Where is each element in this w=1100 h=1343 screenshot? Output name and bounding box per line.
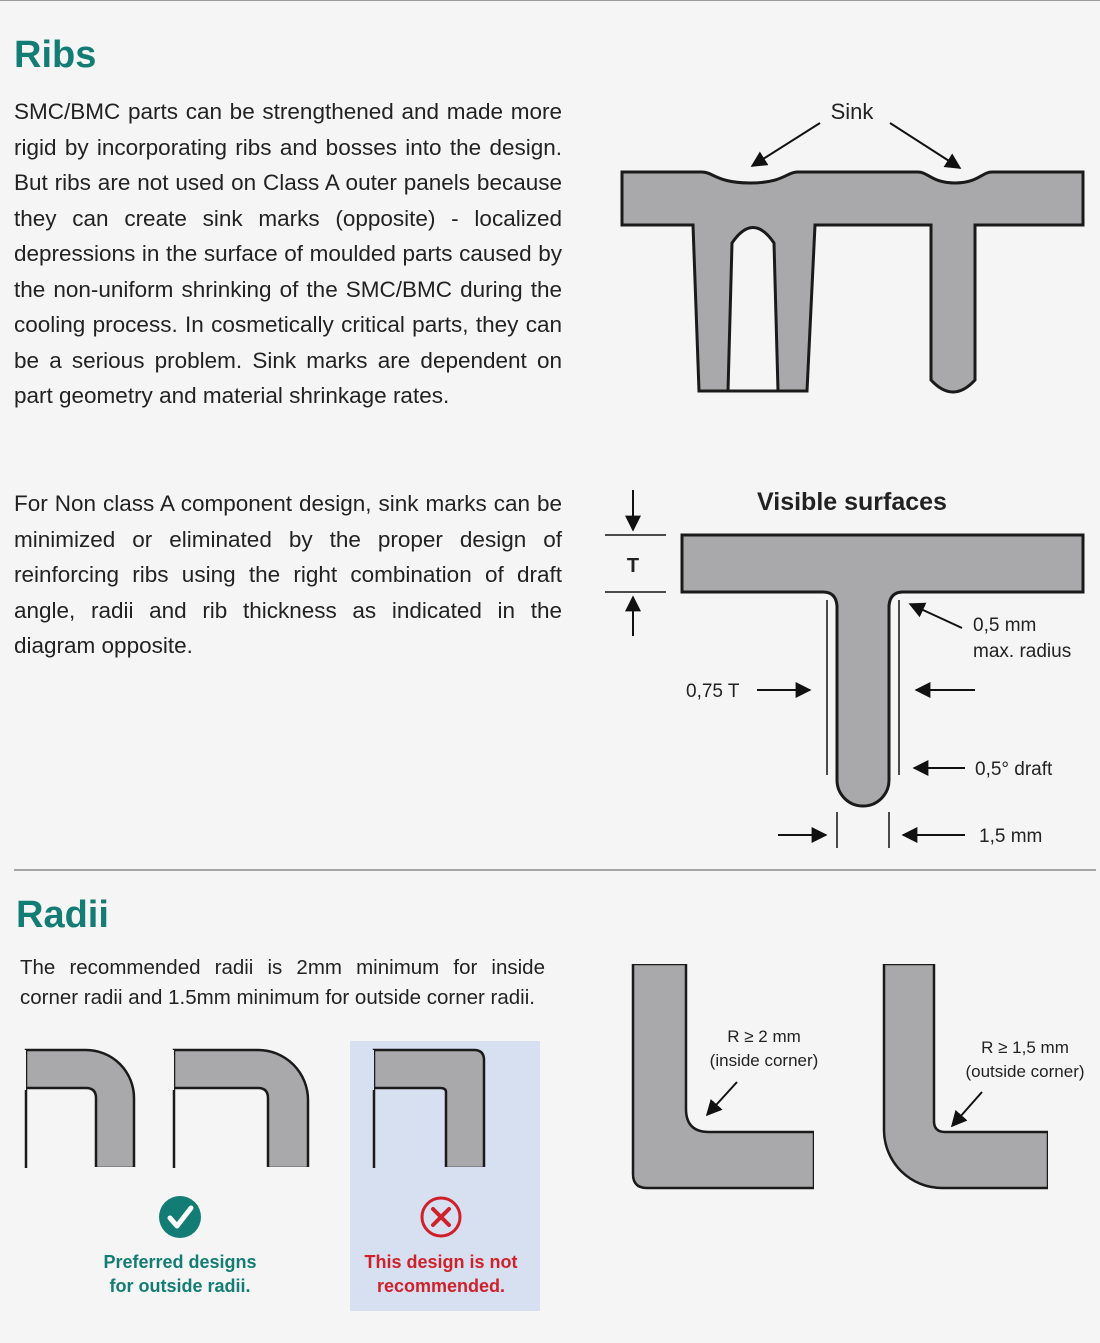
edge-mask-2	[166, 1050, 174, 1090]
rib-diagram-title: Visible surfaces	[757, 488, 947, 516]
checkmark-icon	[159, 1196, 201, 1238]
draft-label: 0,5° draft	[975, 759, 1053, 780]
inside-corner-label-2: (inside corner)	[709, 1051, 819, 1070]
t-label: T	[626, 555, 640, 577]
sink-label: Sink	[830, 99, 874, 124]
corner-sample-preferred-2	[174, 1050, 308, 1168]
width-label: 0,75 T	[686, 681, 740, 702]
outside-corner-label-2: (outside corner)	[965, 1062, 1085, 1081]
inside-corner-arrow	[707, 1082, 737, 1115]
sink-part-shape	[622, 172, 1083, 392]
edge-mask-4	[94, 1167, 136, 1173]
sink-arrow-right	[890, 123, 960, 168]
outside-corner-arrow	[952, 1092, 982, 1126]
radius-arrow	[910, 604, 962, 628]
radii-paragraph: The recommended radii is 2mm minimum for inside corner radii and 1.5mm minimum for outside corner radii.	[20, 956, 545, 1009]
radius-value-label: 0,5 mm	[973, 615, 1037, 636]
preferred-caption-line1: Preferred designs	[103, 1252, 257, 1272]
tip-label: 1,5 mm	[979, 826, 1043, 847]
sink-arrow-left	[752, 123, 820, 166]
ribs-heading: Ribs	[14, 34, 97, 76]
radii-heading: Radii	[16, 894, 109, 936]
not-recommended-caption-line2: recommended.	[376, 1276, 506, 1296]
radius-note-label: max. radius	[973, 641, 1072, 662]
preferred-caption-line2: for outside radii.	[109, 1276, 251, 1296]
corner-sample-preferred-1	[26, 1050, 134, 1168]
rib-diagram	[605, 488, 1083, 848]
l-section-outside-corner	[881, 960, 1085, 1190]
ribs-paragraph-2: For Non class A component design, sink marks can be minimized or eliminated by the proper design of reinforcing ribs using the right combination of draft angle, radii and rib thickness as indicated in the diagram opposite.	[14, 491, 562, 658]
edge-mask-6	[444, 1167, 486, 1173]
not-recommended-caption-line1: This design is not	[364, 1252, 518, 1272]
edge-mask-1	[18, 1050, 26, 1090]
inside-corner-label-1: R ≥ 2 mm	[727, 1027, 801, 1046]
ribs-paragraph-1: SMC/BMC parts can be strengthened and made more rigid by incorporating ribs and bosses into the design. But ribs are not used on Class A outer panels because they can create sink marks (opposite) - localized depressions in the surface of moulded parts caused by the non-uniform shrinking of the SMC/BMC during the cooling process. In cosmetically critical parts, they can be a serious problem. Sink marks are dependent on part geometry and material shrinkage rates.	[14, 99, 562, 408]
outside-corner-label-1: R ≥ 1,5 mm	[981, 1038, 1069, 1057]
sink-diagram	[622, 99, 1083, 392]
edge-mask-3	[366, 1050, 374, 1090]
edge-mask-5	[266, 1167, 310, 1173]
l-section-inside-corner	[630, 960, 820, 1190]
